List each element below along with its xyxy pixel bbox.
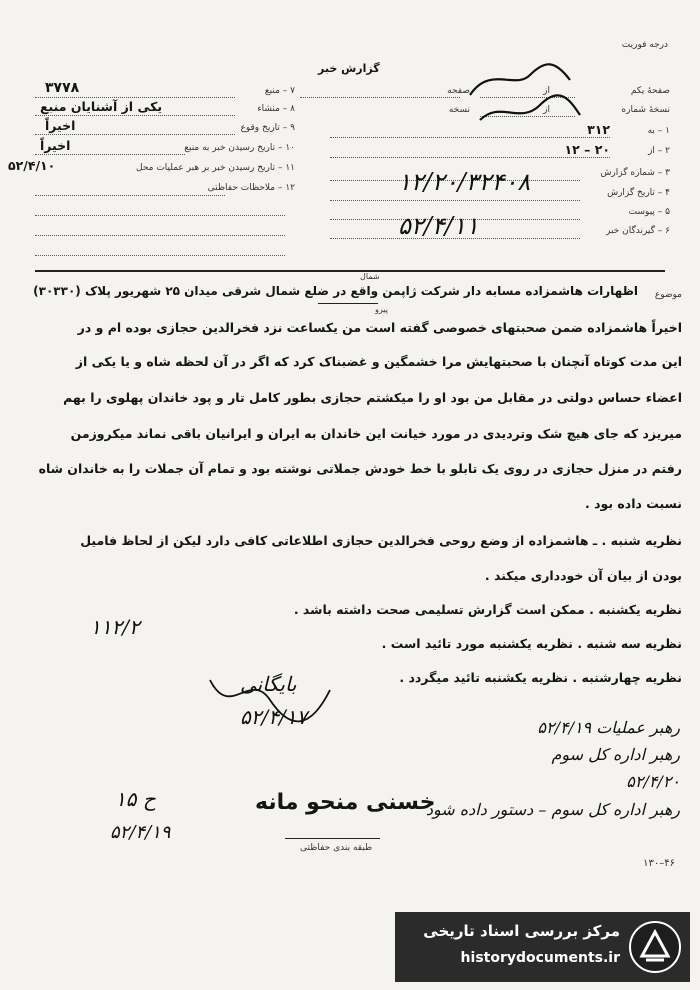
ops-date-label: ۱۱ – تاریخ رسیدن خبر بر هبر عملیات محل: [136, 163, 295, 173]
handwritten-left-sign-1: ح ۱۵: [115, 787, 156, 811]
handwritten-note-2: رهبر اداره کل سوم: [551, 745, 680, 764]
watermark-org-name: مرکز بررسی اسناد تاریخی: [423, 922, 620, 940]
subject-text: اظهارات هاشمزاده مسابه دار شرکت ژاپمن واقع در ضلع شمال شرقی میدان ۲۵ شهریور پلاک (۳۰۳۳۰): [33, 284, 638, 298]
source-label: ۷ – منبع: [264, 86, 295, 96]
subject-label: موضوع: [654, 290, 682, 300]
handwritten-referral-note: بایگانی: [240, 672, 297, 696]
attachment-label: ۵ – پیوست: [628, 207, 670, 217]
note-wednesday: نظریه چهارشنبه . نظریه یکشنبه تائید میگردد .: [399, 670, 682, 685]
handwritten-report-date: ۵۲/۴/۱۱: [398, 212, 479, 240]
handwritten-note-3: ۵۲/۴/۲۰: [626, 772, 680, 791]
recipients-label: ۶ – گیرندگان خبر: [605, 226, 670, 236]
handwritten-note-1: رهبر عملیات ۵۲/۴/۱۹: [537, 718, 680, 737]
note-saturday-line-2: بودن از بیان آن خودداری میکند .: [484, 568, 682, 583]
report-title: گزارش خبر: [318, 62, 380, 75]
subject-correction: شمال: [360, 272, 380, 281]
event-date-value: اخیراً: [45, 118, 76, 133]
security-label: ۱۲ – ملاحظات حفاظتی: [207, 183, 295, 193]
source-value: ۳۷۷۸: [45, 80, 80, 96]
handwritten-report-number: ۱۲/۲۰/۳۲۴۰۸: [398, 168, 531, 196]
handwritten-copy-mark: [460, 55, 590, 135]
body-line-3: اعضاء حساس دولتی در مقابل من بود او را میکشتم حجازی بطور کامل تار و پود خاندان پهلوی را بهم: [63, 390, 682, 405]
page-label: صفحهٔ یکم: [630, 86, 670, 96]
note-saturday-line-1: نظریه شنبه . ـ هاشمزاده از وضع روحی فخرالدین حجازی اطلاعاتی کافی دارد لیکن از لحاظ فامیل: [80, 533, 682, 548]
from-value: ۲۰ – ۱۲: [564, 142, 610, 157]
received-date-label: ۱۰ – تاریخ رسیدن خبر به منبع: [184, 143, 295, 153]
note-tuesday: نظریه سه شنبه . نظریه یکشنبه مورد تائید است .: [381, 636, 682, 651]
classification-label: طبقه بندی حفاظتی: [300, 843, 373, 853]
handwritten-note-4: رهبر اداره کل سوم – دستور داده شود: [425, 800, 680, 819]
body-line-1: اخیراً هاشمزاده ضمن صحبتهای خصوصی گفته است من یکساعت نزد فخرالدین حجازی بوده ام و در: [77, 320, 682, 335]
event-date-label: ۹ – تاریخ وقوع: [240, 123, 295, 133]
body-line-6: نسبت داده بود .: [585, 496, 682, 511]
page-suffix: صفحه: [447, 86, 470, 96]
body-line-2: این مدت کوتاه آنچنان با صحبتهایش مرا خشمگین و غضبناک کرد که اگر در آن لحظه شاه و یا یکی از: [75, 354, 682, 369]
report-date-label: ۴ – تاریخ گزارش: [607, 188, 670, 198]
received-date-value: اخیراً: [40, 138, 71, 153]
handwritten-referral-date: ۵۲/۴/۱۷: [240, 705, 308, 729]
origin-label: ۸ – منشاء: [257, 104, 295, 114]
handwritten-left-sign-2: ۵۲/۴/۱۹: [110, 822, 171, 843]
urgency-label: درجه فوریت: [621, 40, 668, 50]
subject-insert: پیرو: [375, 305, 388, 314]
handwritten-initials: [190, 660, 350, 740]
body-line-4: میریزد که جای هیچ شک وتردیدی در مورد خیانت این خاندان به ایران و ایرانیان باقی نماند میکروزمن: [70, 426, 682, 441]
ops-date-value: ۵۲/۴/۱۰: [8, 158, 56, 173]
to-value: ۳۱۲: [587, 122, 610, 137]
form-code: ۴۶–۱۳۰: [643, 858, 675, 869]
copy-label: نسخهٔ شماره: [621, 105, 670, 115]
separator-line: [35, 270, 665, 272]
watermark-band: [395, 912, 690, 982]
from-label: ۲ – از: [648, 146, 670, 156]
report-number-label: ۳ – شماره گزارش: [600, 168, 670, 178]
page-of: از: [543, 86, 550, 96]
signature-name: خسنی منحو مانه: [255, 790, 436, 815]
archive-logo-icon: [628, 920, 682, 974]
note-sunday: نظریه یکشنبه . ممکن است گزارش تسلیمی صحت داشته باشد .: [293, 602, 682, 617]
origin-value: یکی از آشنایان منبع: [40, 99, 163, 114]
body-line-5: رفتم در منزل حجازی در روی یک تابلو با خط خودش جملاتی نوشته بود و تمام آن جملات را به خاندان شاه: [38, 461, 682, 476]
copy-of: از: [543, 105, 550, 115]
to-label: ۱ – به: [647, 126, 670, 136]
watermark-website: historydocuments.ir: [460, 950, 620, 966]
handwritten-margin-number: ۱۱۲/۲: [90, 615, 140, 639]
copy-suffix: نسخه: [448, 105, 470, 115]
